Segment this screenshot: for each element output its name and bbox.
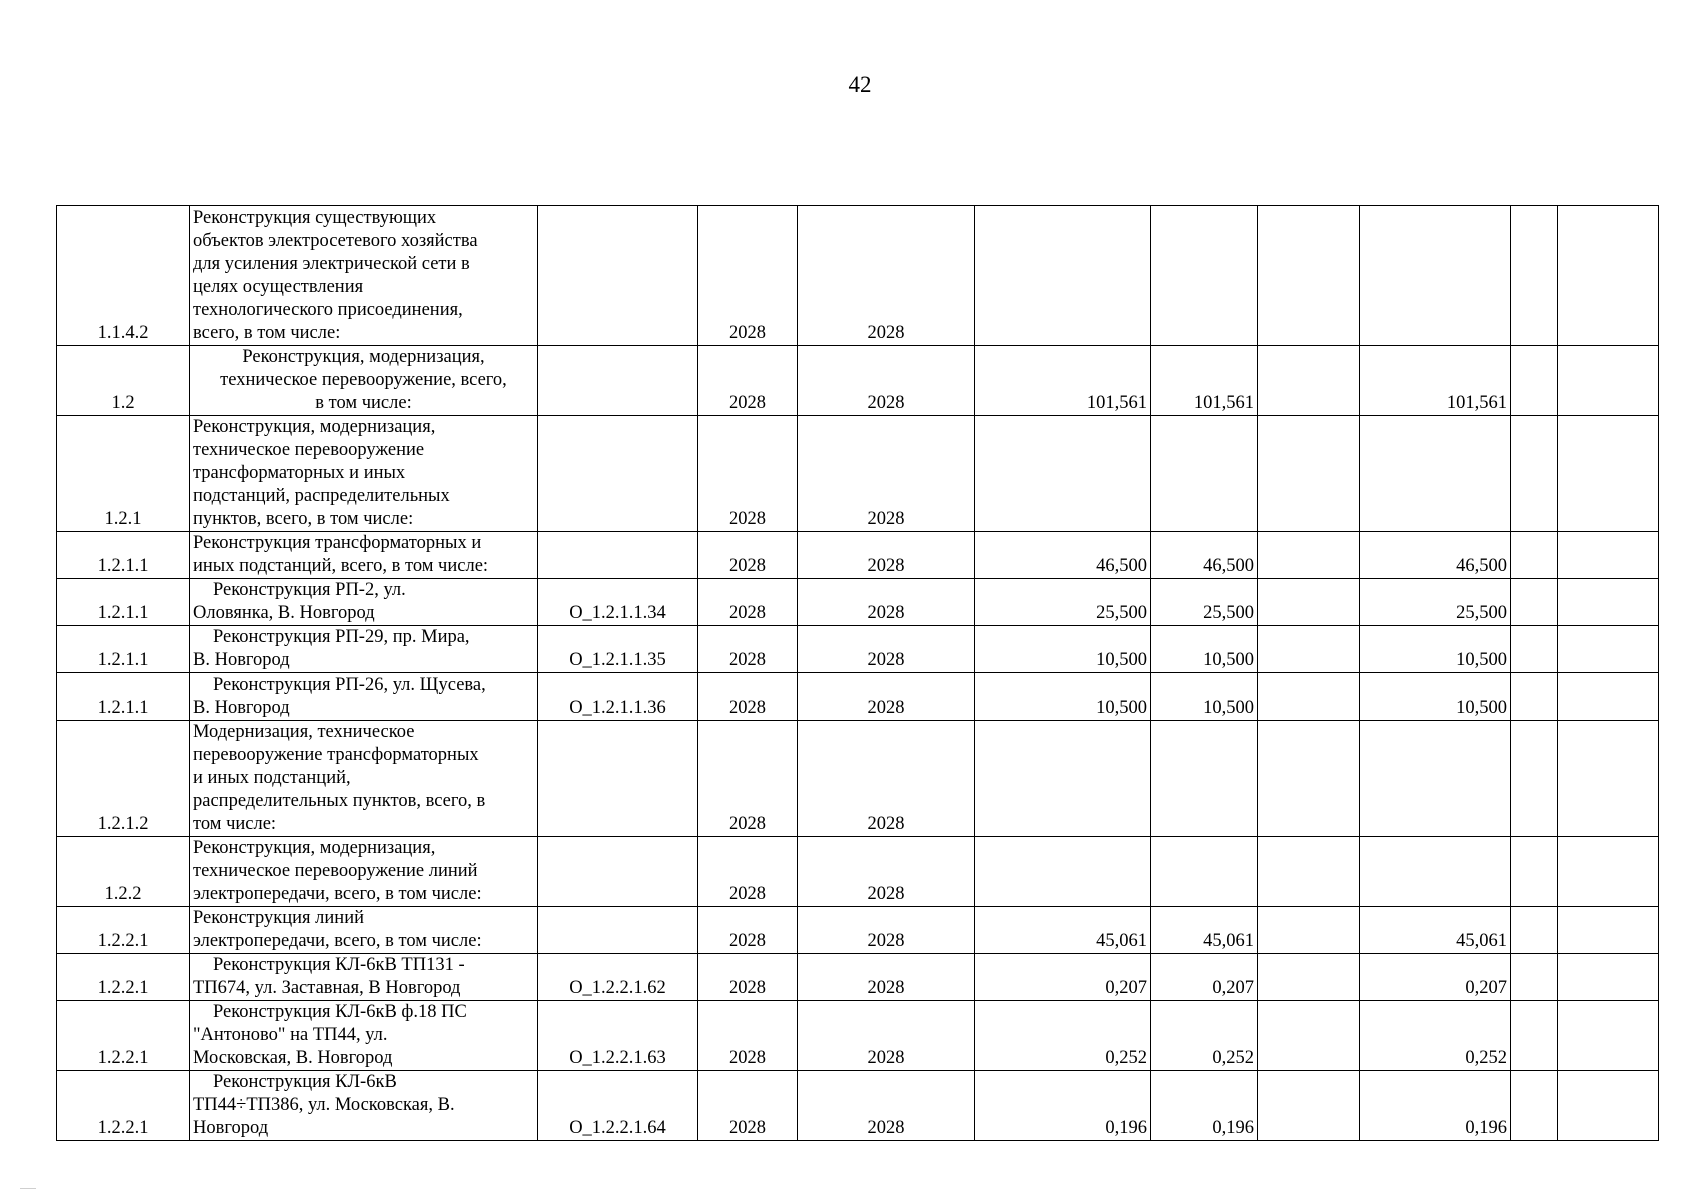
row-code-cell: 1.2.1.1: [57, 673, 190, 721]
row-value-3-cell: [1258, 1001, 1360, 1071]
row-name-line: трансформаторных и иных: [193, 463, 406, 483]
row-year-end-cell: 2028: [798, 1071, 975, 1141]
row-code-cell: 1.2: [57, 346, 190, 416]
row-name-cell: [190, 673, 538, 721]
row-year-end-cell: 2028: [798, 532, 975, 579]
row-value-6-cell: [1558, 837, 1659, 907]
row-value-2-cell: [1151, 721, 1258, 837]
row-name-line: Реконструкция трансформаторных и: [193, 533, 482, 553]
table-row: [57, 346, 1659, 416]
row-value-1-cell: 0,207: [975, 954, 1151, 1001]
row-name-line: и иных подстанций,: [193, 768, 351, 788]
row-name-line: Московская, В. Новгород: [193, 1048, 393, 1068]
row-name-cell: [190, 1071, 538, 1141]
row-value-1-cell: 0,196: [975, 1071, 1151, 1141]
row-code-cell: 1.2.2.1: [57, 1001, 190, 1071]
row-value-6-cell: [1558, 907, 1659, 954]
row-ident-cell: [538, 532, 698, 579]
row-value-3-cell: [1258, 532, 1360, 579]
row-value-2-cell: [1151, 837, 1258, 907]
row-value-3-cell: [1258, 579, 1360, 626]
row-name-line: всего, в том числе:: [193, 323, 341, 343]
row-value-2-cell: 25,500: [1151, 579, 1258, 626]
row-value-6-cell: [1558, 416, 1659, 532]
row-ident-cell: O_1.2.1.1.35: [538, 626, 698, 673]
row-year-end-cell: 2028: [798, 579, 975, 626]
row-name-cell: [190, 721, 538, 837]
row-value-1-cell: [975, 721, 1151, 837]
row-value-2-cell: 0,196: [1151, 1071, 1258, 1141]
table-row: [57, 626, 1659, 673]
table-row: [57, 721, 1659, 837]
row-value-6-cell: [1558, 626, 1659, 673]
row-name-cell: [190, 346, 538, 416]
row-value-1-cell: 101,561: [975, 346, 1151, 416]
row-code-cell: 1.2.2.1: [57, 907, 190, 954]
row-name-line: В. Новгород: [193, 650, 290, 670]
row-value-5-cell: [1511, 673, 1558, 721]
row-value-2-cell: 0,207: [1151, 954, 1258, 1001]
row-value-6-cell: [1558, 721, 1659, 837]
row-value-4-cell: 46,500: [1360, 532, 1511, 579]
row-name-line: перевооружение трансформаторных: [193, 745, 479, 765]
row-value-5-cell: [1511, 206, 1558, 346]
row-name-cell: [190, 907, 538, 954]
row-name-line: ТП44÷ТП386, ул. Московская, В.: [193, 1095, 455, 1115]
row-name-line: распределительных пунктов, всего, в: [193, 791, 486, 811]
row-code-cell: 1.2.1.1: [57, 532, 190, 579]
row-name-line: "Антоново" на ТП44, ул.: [193, 1025, 388, 1045]
row-ident-cell: O_1.2.1.1.36: [538, 673, 698, 721]
row-ident-cell: O_1.2.2.1.64: [538, 1071, 698, 1141]
row-name-cell: [190, 579, 538, 626]
row-value-4-cell: [1360, 721, 1511, 837]
row-year-end-cell: 2028: [798, 673, 975, 721]
row-year-end-cell: 2028: [798, 206, 975, 346]
row-name-line: в том числе:: [315, 393, 412, 413]
row-name-line: иных подстанций, всего, в том числе:: [193, 556, 489, 576]
row-value-4-cell: 10,500: [1360, 673, 1511, 721]
row-name-line: Новгород: [193, 1118, 269, 1138]
row-year-start-cell: 2028: [698, 346, 798, 416]
row-value-5-cell: [1511, 907, 1558, 954]
row-code-cell: 1.2.1.1: [57, 626, 190, 673]
row-value-6-cell: [1558, 1001, 1659, 1071]
row-value-2-cell: 45,061: [1151, 907, 1258, 954]
row-name-line: В. Новгород: [193, 698, 290, 718]
row-name-line: целях осуществления: [193, 277, 364, 297]
row-code-cell: 1.2.1.2: [57, 721, 190, 837]
row-name-line: Реконструкция, модернизация,: [193, 838, 436, 858]
row-name-line: Реконструкция существующих: [193, 208, 437, 228]
row-name-cell: [190, 1001, 538, 1071]
row-year-start-cell: 2028: [698, 673, 798, 721]
row-name-line: Реконструкция КЛ-6кВ ф.18 ПС: [213, 1002, 467, 1022]
row-value-5-cell: [1511, 954, 1558, 1001]
row-name-line: Реконструкция линий: [193, 908, 364, 928]
row-value-2-cell: 10,500: [1151, 626, 1258, 673]
row-ident-cell: O_1.2.2.1.62: [538, 954, 698, 1001]
row-name-cell: [190, 416, 538, 532]
row-value-3-cell: [1258, 346, 1360, 416]
row-ident-cell: [538, 416, 698, 532]
row-value-3-cell: [1258, 954, 1360, 1001]
row-name-line: пунктов, всего, в том числе:: [193, 509, 414, 529]
row-value-1-cell: 46,500: [975, 532, 1151, 579]
row-value-2-cell: 46,500: [1151, 532, 1258, 579]
row-name-line: Реконструкция РП-2, ул.: [213, 580, 406, 600]
row-ident-cell: O_1.2.1.1.34: [538, 579, 698, 626]
row-value-4-cell: 10,500: [1360, 626, 1511, 673]
row-value-4-cell: 0,252: [1360, 1001, 1511, 1071]
page-number: 42: [848, 72, 872, 97]
row-name-line: электропередачи, всего, в том числе:: [193, 931, 482, 951]
row-name-line: объектов электросетевого хозяйства: [193, 231, 478, 251]
row-year-start-cell: 2028: [698, 954, 798, 1001]
row-name-line: подстанций, распределительных: [193, 486, 450, 506]
row-value-1-cell: [975, 206, 1151, 346]
row-value-3-cell: [1258, 206, 1360, 346]
row-year-end-cell: 2028: [798, 1001, 975, 1071]
row-ident-cell: [538, 346, 698, 416]
row-value-5-cell: [1511, 346, 1558, 416]
investment-table: [56, 205, 1659, 1141]
row-value-5-cell: [1511, 1001, 1558, 1071]
row-value-2-cell: [1151, 416, 1258, 532]
row-value-3-cell: [1258, 721, 1360, 837]
row-value-6-cell: [1558, 532, 1659, 579]
row-value-3-cell: [1258, 416, 1360, 532]
row-name-line: техническое перевооружение, всего,: [220, 370, 507, 390]
row-year-start-cell: 2028: [698, 721, 798, 837]
row-value-4-cell: 45,061: [1360, 907, 1511, 954]
table-row: [57, 837, 1659, 907]
row-value-1-cell: 0,252: [975, 1001, 1151, 1071]
row-ident-cell: [538, 907, 698, 954]
table-row: [57, 954, 1659, 1001]
row-year-start-cell: 2028: [698, 1001, 798, 1071]
row-name-line: техническое перевооружение: [193, 440, 425, 460]
row-value-1-cell: [975, 837, 1151, 907]
row-year-end-cell: 2028: [798, 346, 975, 416]
row-year-end-cell: 2028: [798, 837, 975, 907]
row-year-end-cell: 2028: [798, 626, 975, 673]
table-row: [57, 416, 1659, 532]
row-name-cell: [190, 837, 538, 907]
table-row: [57, 532, 1659, 579]
row-value-5-cell: [1511, 579, 1558, 626]
row-name-cell: [190, 532, 538, 579]
row-value-4-cell: 0,207: [1360, 954, 1511, 1001]
row-year-start-cell: 2028: [698, 416, 798, 532]
row-value-4-cell: 25,500: [1360, 579, 1511, 626]
row-name-line: Оловянка, В. Новгород: [193, 603, 375, 623]
row-year-start-cell: 2028: [698, 579, 798, 626]
row-name-line: техническое перевооружение линий: [193, 861, 478, 881]
row-name-line: для усиления электрической сети в: [193, 254, 470, 274]
row-ident-cell: [538, 837, 698, 907]
row-code-cell: 1.2.2.1: [57, 1071, 190, 1141]
row-year-end-cell: 2028: [798, 721, 975, 837]
row-year-start-cell: 2028: [698, 1071, 798, 1141]
row-name-line: том числе:: [193, 814, 277, 834]
row-value-1-cell: 25,500: [975, 579, 1151, 626]
row-ident-cell: O_1.2.2.1.63: [538, 1001, 698, 1071]
row-name-line: Реконструкция РП-29, пр. Мира,: [213, 627, 470, 647]
row-code-cell: 1.2.2: [57, 837, 190, 907]
row-value-5-cell: [1511, 416, 1558, 532]
row-value-6-cell: [1558, 346, 1659, 416]
row-name-line: технологического присоединения,: [193, 300, 463, 320]
row-name-line: ТП674, ул. Заставная, В Новгород: [193, 978, 461, 998]
row-value-1-cell: 10,500: [975, 673, 1151, 721]
row-code-cell: 1.2.1: [57, 416, 190, 532]
row-value-5-cell: [1511, 532, 1558, 579]
table-row: [57, 579, 1659, 626]
row-value-4-cell: 0,196: [1360, 1071, 1511, 1141]
row-year-start-cell: 2028: [698, 837, 798, 907]
row-value-2-cell: [1151, 206, 1258, 346]
table-row: [57, 673, 1659, 721]
row-code-cell: 1.2.2.1: [57, 954, 190, 1001]
table-row: [57, 1071, 1659, 1141]
row-year-start-cell: 2028: [698, 907, 798, 954]
row-name-cell: [190, 626, 538, 673]
row-value-2-cell: 10,500: [1151, 673, 1258, 721]
row-value-6-cell: [1558, 579, 1659, 626]
row-ident-cell: [538, 721, 698, 837]
row-name-cell: [190, 206, 538, 346]
row-value-5-cell: [1511, 837, 1558, 907]
row-year-end-cell: 2028: [798, 416, 975, 532]
row-value-3-cell: [1258, 673, 1360, 721]
row-year-start-cell: 2028: [698, 206, 798, 346]
row-code-cell: 1.2.1.1: [57, 579, 190, 626]
row-value-5-cell: [1511, 626, 1558, 673]
row-value-2-cell: 101,561: [1151, 346, 1258, 416]
row-name-line: Реконструкция, модернизация,: [193, 417, 436, 437]
row-value-3-cell: [1258, 626, 1360, 673]
row-value-3-cell: [1258, 837, 1360, 907]
row-name-line: Реконструкция РП-26, ул. Щусева,: [213, 675, 486, 695]
row-value-5-cell: [1511, 721, 1558, 837]
row-value-4-cell: [1360, 206, 1511, 346]
row-value-1-cell: [975, 416, 1151, 532]
table-row: [57, 206, 1659, 346]
row-name-line: Реконструкция, модернизация,: [242, 347, 485, 367]
row-year-end-cell: 2028: [798, 907, 975, 954]
row-value-3-cell: [1258, 907, 1360, 954]
row-year-start-cell: 2028: [698, 626, 798, 673]
table-body: [57, 206, 1659, 1141]
row-name-line: Реконструкция КЛ-6кВ ТП131 -: [213, 955, 465, 975]
row-value-4-cell: 101,561: [1360, 346, 1511, 416]
row-value-2-cell: 0,252: [1151, 1001, 1258, 1071]
row-value-6-cell: [1558, 954, 1659, 1001]
row-value-1-cell: 10,500: [975, 626, 1151, 673]
row-name-line: Реконструкция КЛ-6кВ: [213, 1072, 397, 1092]
scan-artifact: [20, 1188, 36, 1189]
table-row: [57, 907, 1659, 954]
row-year-start-cell: 2028: [698, 532, 798, 579]
table-row: [57, 1001, 1659, 1071]
row-value-4-cell: [1360, 837, 1511, 907]
row-value-6-cell: [1558, 206, 1659, 346]
row-name-line: Модернизация, техническое: [193, 722, 415, 742]
row-ident-cell: [538, 206, 698, 346]
row-name-cell: [190, 954, 538, 1001]
row-value-3-cell: [1258, 1071, 1360, 1141]
row-value-6-cell: [1558, 673, 1659, 721]
row-code-cell: 1.1.4.2: [57, 206, 190, 346]
row-value-5-cell: [1511, 1071, 1558, 1141]
row-value-4-cell: [1360, 416, 1511, 532]
row-value-6-cell: [1558, 1071, 1659, 1141]
row-name-line: электропередачи, всего, в том числе:: [193, 884, 482, 904]
row-value-1-cell: 45,061: [975, 907, 1151, 954]
row-year-end-cell: 2028: [798, 954, 975, 1001]
